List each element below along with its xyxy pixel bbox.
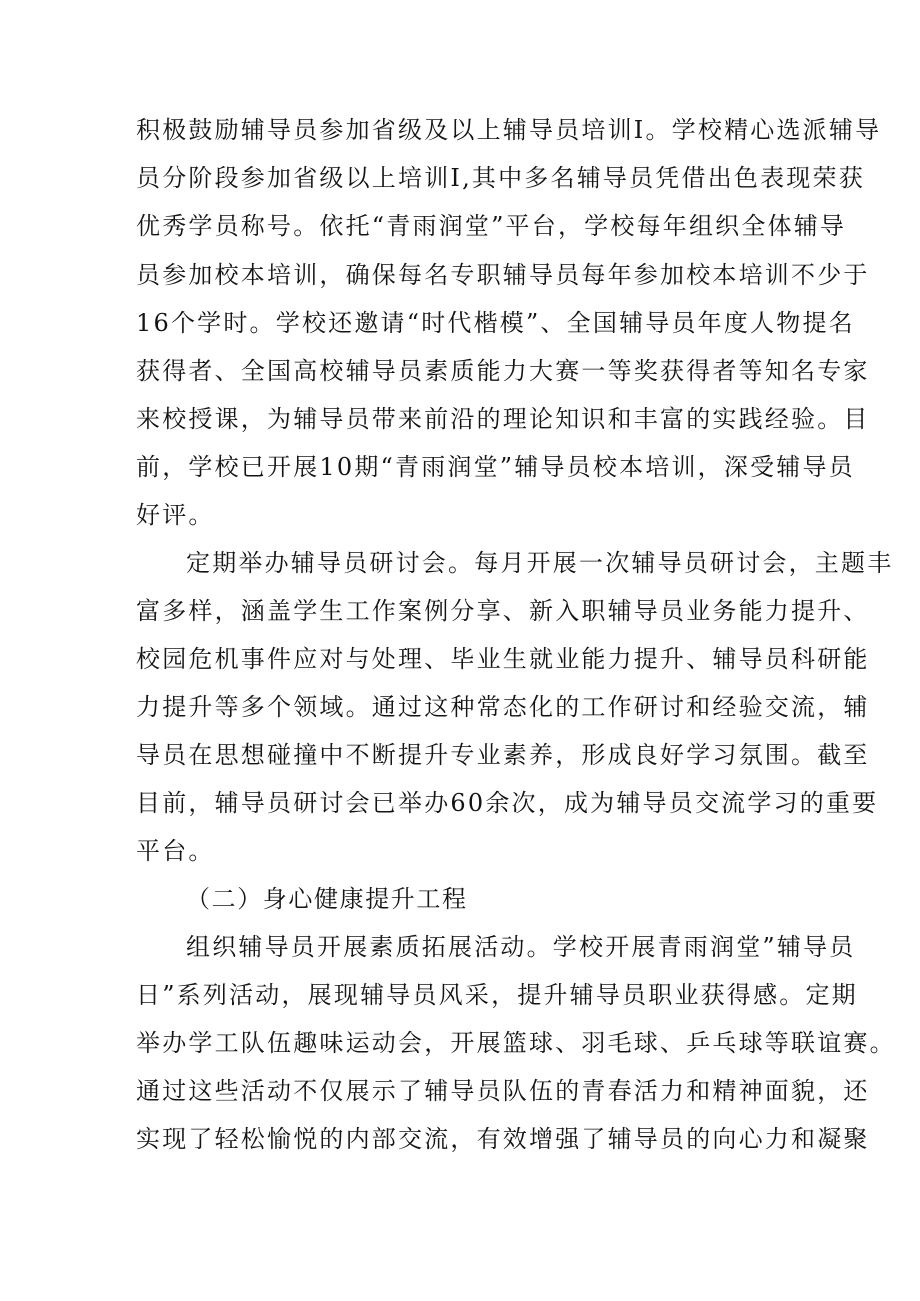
text-line: 来校授课，为辅导员带来前沿的理论知识和丰富的实践经验。目 xyxy=(136,405,870,433)
text-line: 举办学工队伍趣味运动会，开展篮球、羽毛球、乒乓球等联谊赛。 xyxy=(136,1029,896,1057)
text-line: 好评。 xyxy=(136,501,215,529)
text-line: 前，学校已开展10期“青雨润堂”辅导员校本培训，深受辅导员 xyxy=(136,453,855,481)
text-line: 优秀学员称号。依托“青雨润堂”平台，学校每年组织全体辅导 xyxy=(136,212,847,240)
text-line: 定期举办辅导员研讨会。每月开展一次辅导员研讨会，主题丰 xyxy=(186,549,894,577)
text-line: 富多样，涵盖学生工作案例分享、新入职辅导员业务能力提升、 xyxy=(136,597,870,625)
section-heading: （二）身心健康提升工程 xyxy=(186,885,468,913)
text-line: 导员在思想碰撞中不断提升专业素养，形成良好学习氛围。截至 xyxy=(136,741,870,769)
text-line: 积极鼓励辅导员参加省级及以上辅导员培训I。学校精心选派辅导 xyxy=(136,116,882,144)
text-line: 目前，辅导员研讨会已举办60余次，成为辅导员交流学习的重要 xyxy=(136,789,879,817)
text-line: 通过这些活动不仅展示了辅导员队伍的青春活力和精神面貌，还 xyxy=(136,1077,870,1105)
text-line: 实现了轻松愉悦的内部交流，有效增强了辅导员的向心力和凝聚 xyxy=(136,1125,870,1153)
text-line: 组织辅导员开展素质拓展活动。学校开展青雨润堂”辅导员 xyxy=(186,933,856,961)
text-line: 获得者、全国高校辅导员素质能力大赛一等奖获得者等知名专家 xyxy=(136,357,870,385)
text-line: 平台。 xyxy=(136,837,215,865)
text-line: 日”系列活动，展现辅导员风采，提升辅导员职业获得感。定期 xyxy=(136,981,858,1009)
text-line: 16个学时。学校还邀请“时代楷模”、全国辅导员年度人物提名 xyxy=(136,309,855,337)
text-line: 力提升等多个领域。通过这种常态化的工作研讨和经验交流，辅 xyxy=(136,693,870,721)
text-line: 员参加校本培训，确保每名专职辅导员每年参加校本培训不少于 xyxy=(136,261,870,289)
text-line: 校园危机事件应对与处理、毕业生就业能力提升、辅导员科研能 xyxy=(136,645,870,673)
text-line: 员分阶段参加省级以上培训I,其中多名辅导员凭借出色表现荣获 xyxy=(136,164,865,192)
